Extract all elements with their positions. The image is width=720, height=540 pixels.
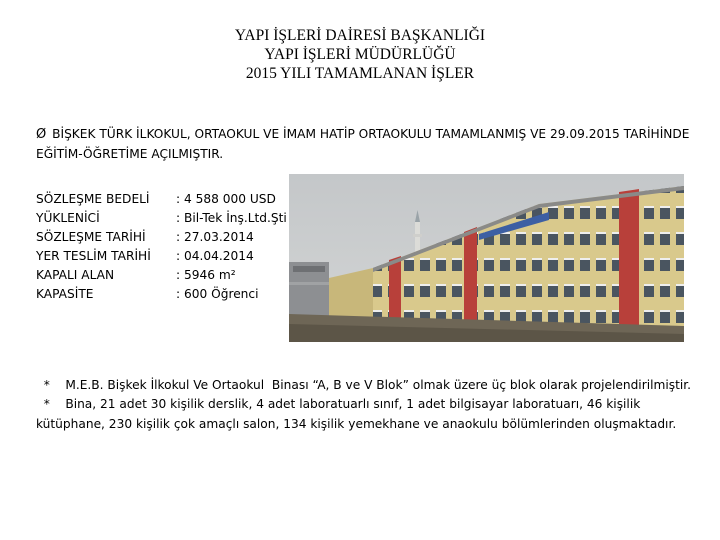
school-building-photo bbox=[289, 174, 684, 342]
fact-value: : 27.03.2014 bbox=[176, 230, 254, 245]
fact-label: SÖZLEŞME BEDELİ bbox=[36, 192, 150, 206]
title-line-2: YAPI İŞLERİ MÜDÜRLÜĞÜ bbox=[264, 46, 456, 63]
fact-label: KAPASİTE bbox=[36, 287, 94, 302]
note-item: * M.E.B. Bişkek İlkokul Ve Ortaokul Binası “A, B ve V Blok” olmak üzere üç blok olarak projelendirilmiştir. bbox=[36, 378, 692, 392]
fact-label: KAPALI ALAN bbox=[36, 268, 115, 283]
project-notes bbox=[36, 376, 696, 434]
fact-row bbox=[36, 247, 296, 266]
fact-row bbox=[36, 228, 296, 247]
fact-row bbox=[36, 190, 296, 209]
fact-row bbox=[36, 209, 296, 228]
project-facts bbox=[36, 190, 296, 305]
arrow-bullet-icon: Ø bbox=[36, 127, 47, 142]
fact-value: : 4 588 000 USD bbox=[176, 192, 276, 206]
fact-value: : 04.04.2014 bbox=[176, 249, 254, 264]
project-summary-text: BİŞKEK TÜRK İLKOKUL, ORTAOKUL VE İMAM HATİP ORTAOKULU TAMAMLANMIŞ VE 29.09.2015 TARİHİNDE EĞİTİM-ÖĞRETİME AÇILMIŞTIR. bbox=[36, 127, 690, 161]
note-item: * Bina, 21 adet 30 kişilik derslik, 4 adet laboratuarlı sınıf, 1 adet bilgisayar laboratuarı, 46 kişilik kütüphane, 230 kişilik çok amaçlı salon, 134 kişilik yemekhane ve anaokulu bölümlerinden oluşmaktadır. bbox=[36, 397, 677, 431]
page-title bbox=[0, 26, 720, 83]
fact-label: YÜKLENİCİ bbox=[36, 211, 100, 226]
fact-value: : 600 Öğrenci bbox=[176, 287, 259, 302]
project-summary bbox=[36, 125, 696, 163]
title-line-3: 2015 YILI TAMAMLANAN İŞLER bbox=[245, 65, 475, 82]
fact-row bbox=[36, 266, 296, 285]
fact-label: SÖZLEŞME TARİHİ bbox=[36, 230, 146, 245]
fact-row bbox=[36, 285, 296, 304]
fact-value: : 5946 m² bbox=[176, 268, 236, 283]
fact-label: YER TESLİM TARİHİ bbox=[36, 249, 151, 264]
fact-value: : Bil-Tek İnş.Ltd.Şti bbox=[176, 211, 287, 226]
title-line-1: YAPI İŞLERİ DAİRESİ BAŞKANLIĞI bbox=[234, 27, 486, 44]
